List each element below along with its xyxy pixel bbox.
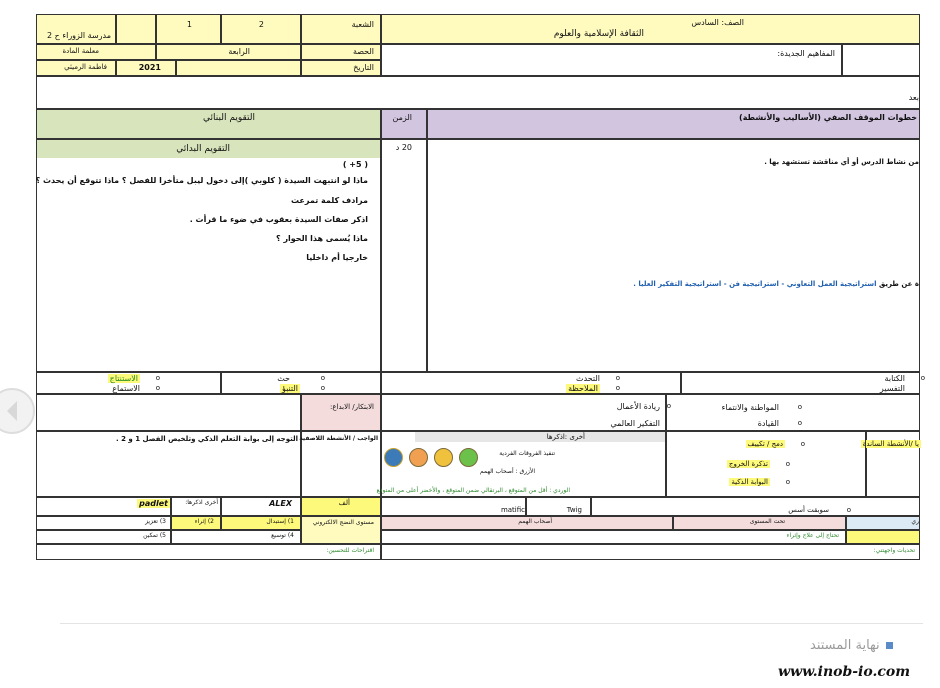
lesson-plan-page xyxy=(35,14,925,560)
ok-face-icon xyxy=(409,448,428,467)
teacher-label-cell xyxy=(36,44,156,60)
bullet-icon: o xyxy=(800,440,805,448)
year-value: 2021 xyxy=(138,63,161,72)
need-help: تحتاج إلى علاج وإثراء xyxy=(786,532,839,539)
alex-cell xyxy=(221,497,301,516)
section-val-2: 2 xyxy=(258,20,264,29)
bullet-icon: o xyxy=(320,374,325,382)
bullet-icon: o xyxy=(615,384,620,392)
level-5: 5) تمكين xyxy=(143,532,166,539)
level-4-cell xyxy=(171,530,301,544)
skills-inference xyxy=(36,372,221,394)
teacher-label: معلمة المادة xyxy=(62,47,99,55)
skill-observation: الملاحظة xyxy=(568,384,598,393)
date-label-cell xyxy=(301,60,381,76)
section-label: الشعبة xyxy=(351,20,374,29)
suggestions-cell xyxy=(36,544,381,560)
neutral-face-icon xyxy=(434,448,453,467)
skill-prediction: التنبؤ xyxy=(281,384,298,393)
basics-tool: سوبقت أسس xyxy=(788,506,829,514)
maturity-label: مستوى النضج الالكتروني xyxy=(312,519,374,526)
dimension-label: بعد xyxy=(908,93,919,102)
leadership: القيادة xyxy=(757,419,779,428)
question-2: مرادف كلمة تمرعت xyxy=(290,196,368,205)
lesson-title: الثقافة الإسلامية والعلوم xyxy=(553,29,644,39)
creativity-mid xyxy=(381,394,671,431)
skills-writing xyxy=(681,372,925,394)
initial-eval-title: التقويم البدائي xyxy=(176,144,230,154)
question-1: ماذا لو انتبهت السيدة ( كلوبي )إلى دخول ليبل متأخرا للفصل ؟ ماذا تتوقع أن يحدث ؟ xyxy=(35,176,368,185)
period-value-cell xyxy=(156,44,301,60)
skill-listening: الاستماع xyxy=(112,384,140,393)
other-tools-label: أخرى اذكرها: xyxy=(185,499,218,506)
below-level-header xyxy=(673,516,846,530)
question-3: اذكر صفات السيدة بعقوب في ضوء ما قرأت . xyxy=(189,215,368,224)
innovation-label: الابتكار/ الابداع: xyxy=(330,403,374,411)
blue-face-icon xyxy=(384,448,403,467)
steps-header xyxy=(427,109,920,139)
bullet-icon: o xyxy=(846,506,851,514)
bullet-icon: o xyxy=(615,374,620,382)
level-2-cell xyxy=(171,516,221,530)
level-5-cell xyxy=(36,530,171,544)
bullet-icon: o xyxy=(155,384,160,392)
padlet-cell xyxy=(36,497,171,516)
time-content xyxy=(381,139,427,372)
level-1: 1) إستبدال xyxy=(266,518,294,525)
suggestions: اقتراحات للتحسين: xyxy=(326,547,374,554)
level-4: 4) توسيع xyxy=(271,532,294,539)
matific-cell xyxy=(381,497,526,516)
footer-square-icon xyxy=(886,642,893,649)
faces-row xyxy=(384,448,484,469)
grade-cell xyxy=(381,14,920,44)
bullet-icon: o xyxy=(320,384,325,392)
initial-eval-bar xyxy=(37,140,380,158)
previous-page-arrow-icon[interactable] xyxy=(0,385,40,437)
site-watermark[interactable]: www.inob-io.com xyxy=(778,664,911,680)
entrepreneurship: ريادة الأعمال xyxy=(616,402,660,411)
new-concepts-label: المفاهيم الجديدة: xyxy=(777,49,835,58)
school-cell xyxy=(36,14,116,44)
determination: أصحاب الهمم xyxy=(518,518,552,525)
yellow-patch xyxy=(846,530,920,544)
formative-title: التقويم البنائي xyxy=(203,113,255,123)
steps-content xyxy=(427,139,920,372)
steps-title: خطوات الموقف الصفي (الأساليب والأنشطة) xyxy=(739,113,917,122)
dnd-label: دمج / تكييف xyxy=(747,440,783,448)
bullet-icon: o xyxy=(785,460,790,468)
steps-line-1: من نشاط الدرس أو أي مناقشة تستشهد بها . xyxy=(764,158,919,166)
dimension-row xyxy=(36,76,920,109)
level-3-cell xyxy=(36,516,171,530)
bullet-icon: o xyxy=(785,478,790,486)
challenges-cell xyxy=(381,544,920,560)
strategies-text: استراتيجية العمل التعاوني - استراتيجية فن - استراتيجية التفكير العليا . xyxy=(633,280,877,288)
creativity-empty xyxy=(36,394,301,431)
steps-line-2 xyxy=(633,280,919,288)
level-2: 2) إثراء xyxy=(194,518,214,525)
skill-interpretation: التفسير xyxy=(879,384,905,393)
others-cell xyxy=(376,431,666,497)
time-title: الزمن xyxy=(392,113,412,122)
new-concepts-extra xyxy=(842,44,920,76)
homework-text-cell xyxy=(36,431,301,497)
global-thinking: التفكير العالمي xyxy=(610,419,660,428)
year-cell xyxy=(116,60,176,76)
skill-writing: الكتابة xyxy=(884,374,905,383)
skills-speaking xyxy=(381,372,681,394)
teacher-name: فاطمة الرميثي xyxy=(64,63,107,71)
time-header xyxy=(381,109,427,139)
happy-face-icon xyxy=(459,448,478,467)
innovation-cell xyxy=(301,394,381,431)
exit-ticket-label: تذكرة الخروج xyxy=(728,460,768,468)
alex-tool: ALEX xyxy=(269,499,292,508)
skill-inference: الاستنتاج xyxy=(109,374,138,383)
twig-tool: Twig xyxy=(566,506,582,514)
support-activities-label: يا /الأنشطة الساندة xyxy=(862,440,919,448)
formative-header xyxy=(36,109,381,139)
need-help-cell xyxy=(381,530,846,544)
skill-discussion: حث xyxy=(277,374,290,383)
steps-line-2-prefix: ة عن طريق xyxy=(879,280,919,288)
school-name: مدرسة الزوراء ح 2 xyxy=(46,31,111,40)
smart-portal-label: البوابة الذكية xyxy=(731,478,768,486)
period-label: الحصة xyxy=(352,47,374,56)
period-label-cell xyxy=(301,44,381,60)
section-value-1 xyxy=(156,14,221,44)
other-tools-cell xyxy=(171,497,221,516)
alef-tool: ألف xyxy=(338,499,350,507)
period-value: الرابعة xyxy=(228,47,250,56)
creativity-right xyxy=(666,394,920,431)
bullet-icon: o xyxy=(797,419,802,427)
new-concepts-cell xyxy=(381,44,842,76)
footer-divider xyxy=(60,623,923,624)
end-of-document-text: نهاية المستند xyxy=(810,638,880,653)
homework-label-cell xyxy=(301,431,381,497)
date-value-cell xyxy=(176,60,301,76)
other-partial-cell xyxy=(846,516,920,530)
maturity-label-cell xyxy=(301,516,381,544)
color-legend: الوردي : أقل من المتوقع ، البرتقالي ضمن المتوقع ، والأخضر أعلى من المتوقع xyxy=(376,487,570,494)
padlet-tool: padlet xyxy=(139,499,168,508)
initial-eval-points: ( 5+ ) xyxy=(342,160,368,169)
citizenship: المواطنة والانتماء xyxy=(721,403,779,412)
section-label-cell xyxy=(301,14,381,44)
skills-prediction xyxy=(221,372,381,394)
twig-cell xyxy=(526,497,591,516)
challenges: تحديات واجهتني: xyxy=(873,547,915,554)
homework-text: التوجه إلى بوابة التعلم الذكي وتلخيص الفصل 1 و 2 . xyxy=(115,435,298,443)
bullet-icon: o xyxy=(920,374,925,382)
section-val-1: 1 xyxy=(186,20,192,29)
others-mention: أخرى :اذكرها xyxy=(546,433,585,441)
others-bar xyxy=(415,432,665,442)
bullet-icon: o xyxy=(155,374,160,382)
bullet-icon: o xyxy=(666,402,671,410)
teacher-name-cell xyxy=(36,60,116,76)
dnd-cell xyxy=(666,431,866,497)
section-value-2 xyxy=(221,14,301,44)
level-3: 3) تعزيز xyxy=(145,518,166,525)
time-value: 20 د xyxy=(395,143,412,152)
diff-label: تنفيذ الفروقات الفردية xyxy=(499,450,555,457)
question-4: ماذا يُسمى هذا الحوار ؟ xyxy=(276,234,368,243)
alef-cell xyxy=(301,497,381,516)
skill-speaking: التحدث xyxy=(576,374,600,383)
question-5: خارجيا أم داخليا xyxy=(306,253,368,262)
bullet-icon: o xyxy=(797,403,802,411)
tools-right xyxy=(591,497,920,516)
empty-header-cell xyxy=(116,14,156,44)
date-label: التاريخ xyxy=(353,63,374,72)
initial-eval-content xyxy=(36,139,381,372)
other-partial: ري xyxy=(911,518,919,525)
determination-header xyxy=(381,516,673,530)
matific-tool: matific xyxy=(500,506,525,514)
level-1-cell xyxy=(221,516,301,530)
grade-label: الصف: السادس xyxy=(691,18,744,27)
below-level: تحت المستوى xyxy=(749,518,785,525)
support-activities xyxy=(862,431,920,497)
blue-label: الأزرق : أصحاب الهمم xyxy=(479,468,535,475)
homework-label: الواجب / الأنشطة اللاصفية xyxy=(299,435,378,442)
